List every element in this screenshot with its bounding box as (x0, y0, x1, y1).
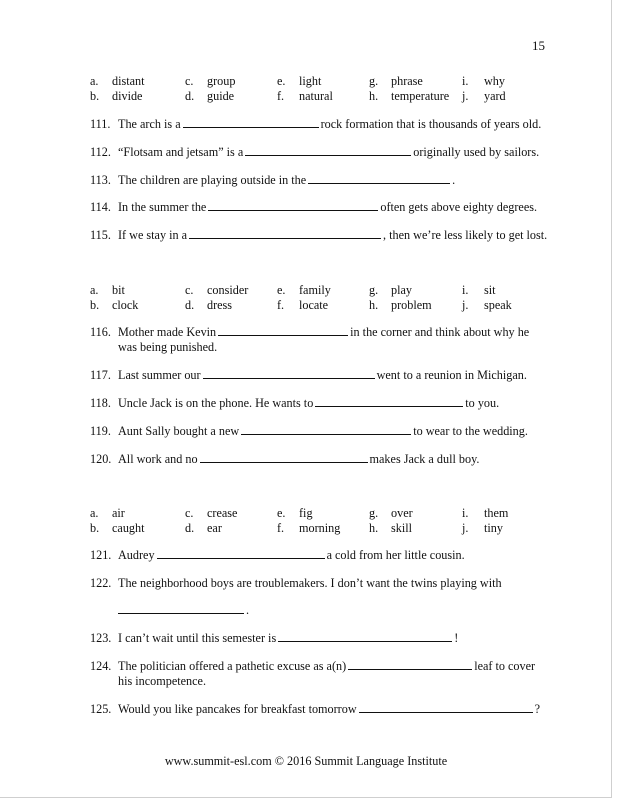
answer-blank[interactable] (241, 424, 411, 435)
question-122: 122. The neighborhood boys are troublemakers. I don’t want the twins playing with (90, 576, 502, 590)
word-bank-item: g. phrase (369, 74, 423, 88)
word-bank-item: c. group (185, 74, 236, 88)
word-bank-row (90, 74, 550, 89)
word-bank-item: g. play (369, 283, 412, 297)
question-124: 124. The politician offered a pathetic excuse as a(n) leaf to cover his incompetence. (90, 659, 536, 688)
word-bank-item: f. morning (277, 521, 341, 535)
word-bank-item: d. dress (185, 298, 233, 312)
answer-blank[interactable] (308, 173, 450, 184)
word-bank-item: j. yard (462, 89, 506, 103)
word-bank-row (90, 283, 550, 298)
word-bank-row (90, 89, 550, 104)
question-125: 125. Would you like pancakes for breakfast tomorrow ? (90, 702, 541, 716)
word-bank-item: a. bit (90, 283, 125, 297)
word-bank-item: i. sit (462, 283, 496, 297)
word-bank-1 (90, 74, 550, 104)
word-bank-item: e. fig (277, 506, 313, 520)
word-bank-item: j. speak (462, 298, 512, 312)
answer-blank[interactable] (189, 228, 381, 239)
answer-blank[interactable] (208, 200, 378, 211)
answer-blank[interactable] (359, 702, 533, 713)
word-bank-item: j. tiny (462, 521, 503, 535)
word-bank-item: c. crease (185, 506, 238, 520)
answer-blank[interactable] (245, 145, 411, 156)
question-120: 120. All work and no makes Jack a dull boy. (90, 452, 480, 466)
word-bank-2 (90, 283, 550, 313)
word-bank-item: e. family (277, 283, 331, 297)
word-bank-row (90, 298, 550, 313)
word-bank-item: f. natural (277, 89, 333, 103)
word-bank-row (90, 521, 550, 536)
answer-blank[interactable] (315, 396, 463, 407)
answer-blank[interactable] (203, 368, 375, 379)
question-111: 111. The arch is a rock formation that is thousands of years old. (90, 117, 542, 131)
question-113: 113. The children are playing outside in the . (90, 173, 456, 187)
page-number: 15 (532, 38, 545, 53)
word-bank-3 (90, 506, 550, 536)
answer-blank[interactable] (348, 659, 472, 670)
word-bank-item: b. divide (90, 89, 143, 103)
word-bank-item: i. them (462, 506, 509, 520)
word-bank-item: b. clock (90, 298, 139, 312)
question-123: 123. I can’t wait until this semester is ! (90, 631, 459, 645)
word-bank-item: a. air (90, 506, 125, 520)
word-bank-item: h. skill (369, 521, 412, 535)
word-bank-item: e. light (277, 74, 322, 88)
word-bank-row (90, 506, 550, 521)
answer-blank[interactable] (183, 117, 319, 128)
question-115: 115. If we stay in a , then we’re less likely to get lost. (90, 228, 548, 242)
answer-blank[interactable] (218, 325, 348, 336)
word-bank-item: h. problem (369, 298, 432, 312)
question-116: 116. Mother made Kevin in the corner and think about why he was being punished. (90, 325, 530, 354)
word-bank-item: g. over (369, 506, 413, 520)
word-bank-item: d. ear (185, 521, 222, 535)
word-bank-item: h. temperature (369, 89, 450, 103)
word-bank-item: d. guide (185, 89, 235, 103)
answer-blank[interactable] (200, 452, 368, 463)
question-122-continued: . (90, 603, 588, 618)
question-118: 118. Uncle Jack is on the phone. He wants to to you. (90, 396, 500, 410)
footer: www.summit-esl.com © 2016 Summit Language Institute (164, 754, 448, 768)
answer-blank[interactable] (278, 631, 452, 642)
question-121: 121. Audrey a cold from her little cousin. (90, 548, 465, 562)
question-119: 119. Aunt Sally bought a new to wear to the wedding. (90, 424, 528, 438)
word-bank-item: i. why (462, 74, 505, 88)
word-bank-item: c. consider (185, 283, 249, 297)
question-114: 114. In the summer the often gets above eighty degrees. (90, 200, 538, 214)
answer-blank[interactable] (157, 548, 325, 559)
question-117: 117. Last summer our went to a reunion in Michigan. (90, 368, 527, 382)
word-bank-item: f. locate (277, 298, 329, 312)
question-112: 112. “Flotsam and jetsam” is a originally used by sailors. (90, 145, 540, 159)
answer-blank[interactable] (118, 603, 244, 614)
word-bank-item: a. distant (90, 74, 145, 88)
word-bank-item: b. caught (90, 521, 145, 535)
